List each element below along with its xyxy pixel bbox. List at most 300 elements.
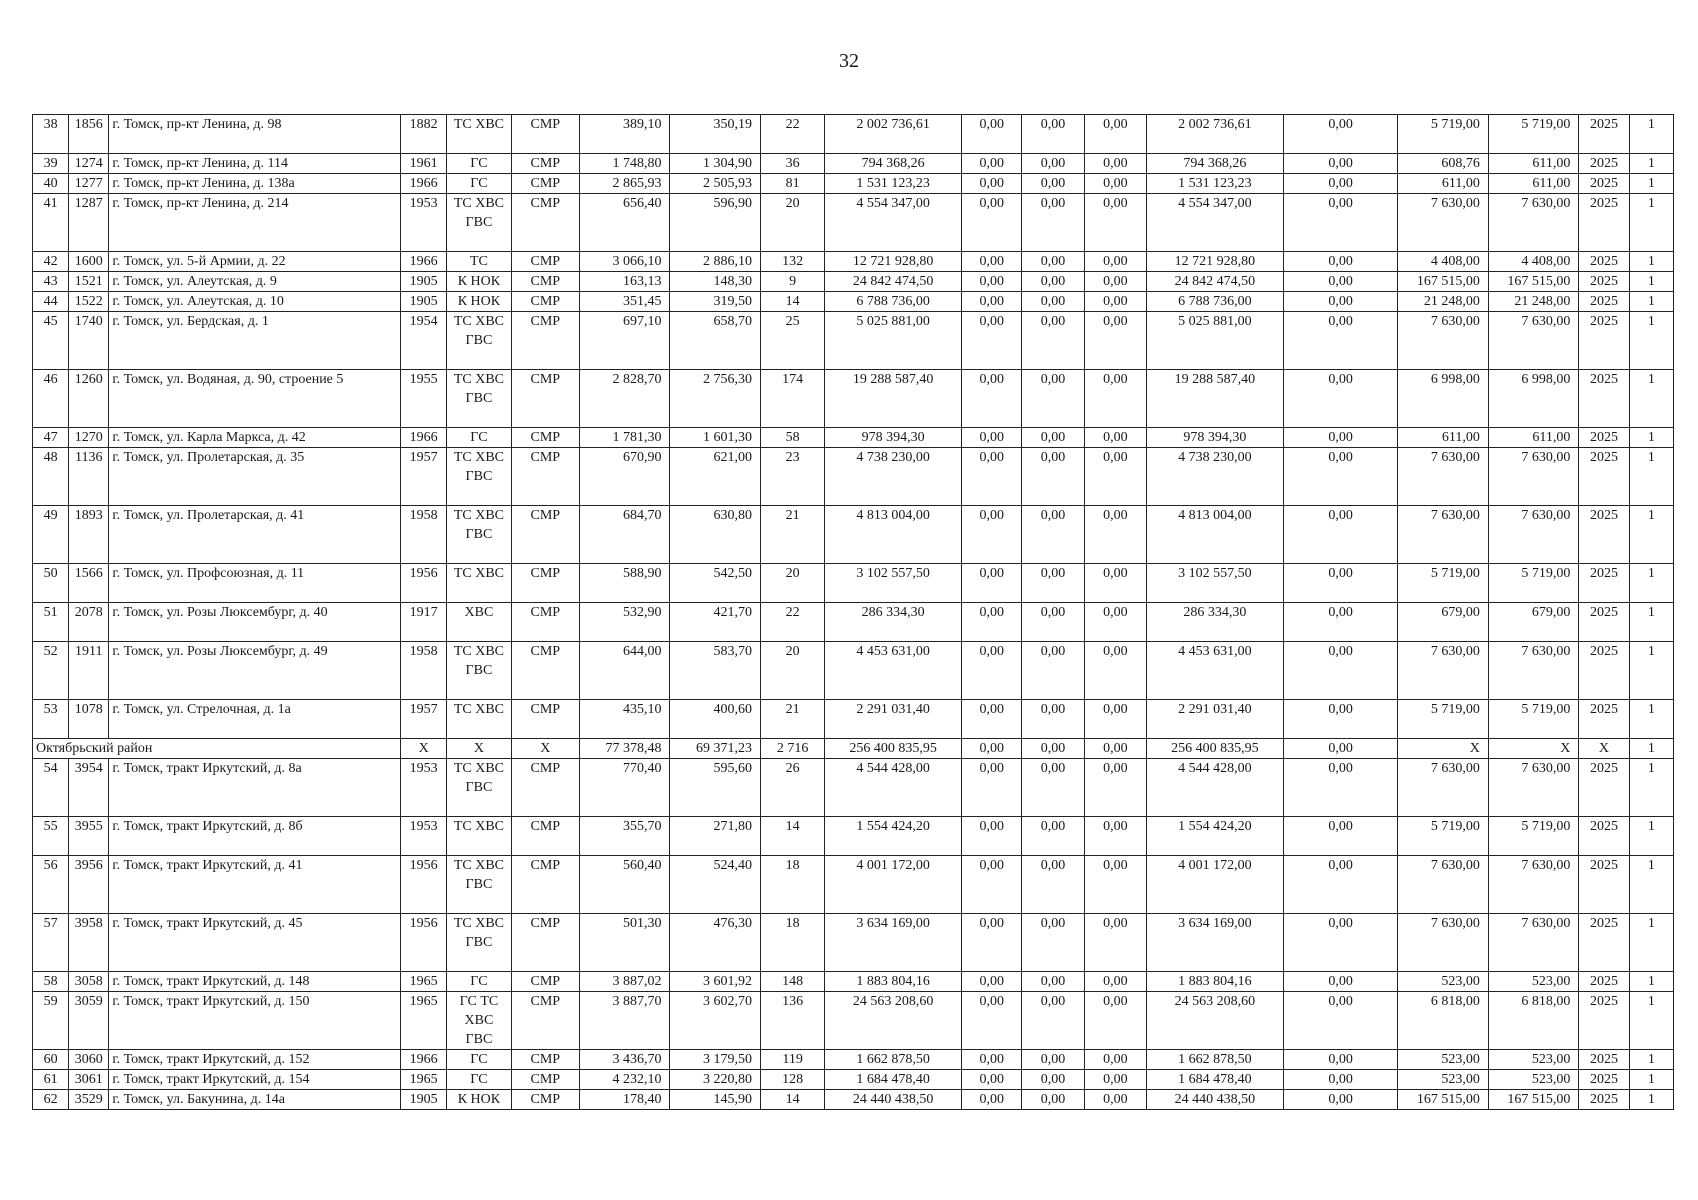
rows-after-district <box>33 759 1674 1110</box>
building-id-cell: 1600 <box>69 252 109 272</box>
max-rate-cell: 611,00 <box>1488 174 1578 194</box>
residents-cell: 21 <box>760 700 824 739</box>
systems-cell: ТС ХВС ГВС <box>447 448 511 506</box>
fund-5-cell: 0,00 <box>1283 914 1398 972</box>
fund-2-cell: 0,00 <box>1022 272 1084 292</box>
unit-rate-cell: 167 515,00 <box>1398 272 1488 292</box>
row-number-cell: 46 <box>33 370 69 428</box>
building-id-cell: 1277 <box>69 174 109 194</box>
district-residents: 2 716 <box>760 739 824 759</box>
fund-3-cell: 0,00 <box>1084 972 1146 992</box>
total-cost-cell: 286 334,30 <box>825 603 962 642</box>
fund-5-cell: 0,00 <box>1283 1090 1398 1110</box>
fund-5-cell: 0,00 <box>1283 642 1398 700</box>
fund-1-cell: 0,00 <box>962 914 1022 972</box>
fund-2-cell: 0,00 <box>1022 194 1084 252</box>
address-cell: г. Томск, ул. Розы Люксембург, д. 49 <box>109 642 401 700</box>
fund-5-cell: 0,00 <box>1283 856 1398 914</box>
fund-1-cell: 0,00 <box>962 759 1022 817</box>
living-area-cell: 350,19 <box>670 115 760 154</box>
fund-5-cell: 0,00 <box>1283 312 1398 370</box>
fund-4-cell: 1 531 123,23 <box>1147 174 1284 194</box>
residents-cell: 18 <box>760 914 824 972</box>
total-cost-cell: 1 684 478,40 <box>825 1070 962 1090</box>
fund-3-cell: 0,00 <box>1084 1090 1146 1110</box>
max-rate-cell: 7 630,00 <box>1488 914 1578 972</box>
residents-cell: 25 <box>760 312 824 370</box>
systems-cell: К НОК <box>447 1090 511 1110</box>
row-number-cell: 47 <box>33 428 69 448</box>
last-col-cell: 1 <box>1629 174 1673 194</box>
fund-3-cell: 0,00 <box>1084 428 1146 448</box>
unit-rate-cell: 7 630,00 <box>1398 642 1488 700</box>
address-cell: г. Томск, ул. Бакунина, д. 14а <box>109 1090 401 1110</box>
plan-year-cell: 2025 <box>1579 448 1629 506</box>
total-cost-cell: 4 544 428,00 <box>825 759 962 817</box>
building-id-cell: 3059 <box>69 992 109 1050</box>
max-rate-cell: 7 630,00 <box>1488 448 1578 506</box>
fund-4-cell: 2 291 031,40 <box>1147 700 1284 739</box>
build-year-cell: 1966 <box>401 252 447 272</box>
build-year-cell: 1917 <box>401 603 447 642</box>
work-type-cell: СМР <box>511 154 579 174</box>
fund-2-cell: 0,00 <box>1022 252 1084 272</box>
plan-year-cell: 2025 <box>1579 992 1629 1050</box>
systems-cell: ГС <box>447 174 511 194</box>
total-area-cell: 3 887,02 <box>579 972 669 992</box>
living-area-cell: 148,30 <box>670 272 760 292</box>
plan-year-cell: 2025 <box>1579 506 1629 564</box>
work-type-cell: СМР <box>511 972 579 992</box>
total-area-cell: 3 436,70 <box>579 1050 669 1070</box>
address-cell: г. Томск, тракт Иркутский, д. 8б <box>109 817 401 856</box>
max-rate-cell: 5 719,00 <box>1488 700 1578 739</box>
fund-1-cell: 0,00 <box>962 1070 1022 1090</box>
residents-cell: 14 <box>760 292 824 312</box>
max-rate-cell: 7 630,00 <box>1488 642 1578 700</box>
total-cost-cell: 3 102 557,50 <box>825 564 962 603</box>
last-col-cell: 1 <box>1629 194 1673 252</box>
district-name: Октябрьский район <box>33 739 401 759</box>
residents-cell: 58 <box>760 428 824 448</box>
living-area-cell: 2 886,10 <box>670 252 760 272</box>
row-number-cell: 38 <box>33 115 69 154</box>
district-fund: 0,00 <box>1084 739 1146 759</box>
living-area-cell: 3 601,92 <box>670 972 760 992</box>
table-row <box>33 115 1674 154</box>
total-area-cell: 2 828,70 <box>579 370 669 428</box>
total-area-cell: 178,40 <box>579 1090 669 1110</box>
systems-cell: ТС ХВС ГВС <box>447 642 511 700</box>
fund-2-cell: 0,00 <box>1022 154 1084 174</box>
district-col: Х <box>447 739 511 759</box>
fund-5-cell: 0,00 <box>1283 428 1398 448</box>
building-id-cell: 1566 <box>69 564 109 603</box>
fund-5-cell: 0,00 <box>1283 115 1398 154</box>
systems-cell: ГС <box>447 428 511 448</box>
total-cost-cell: 24 842 474,50 <box>825 272 962 292</box>
fund-5-cell: 0,00 <box>1283 506 1398 564</box>
fund-4-cell: 286 334,30 <box>1147 603 1284 642</box>
address-cell: г. Томск, пр-кт Ленина, д. 214 <box>109 194 401 252</box>
living-area-cell: 271,80 <box>670 817 760 856</box>
total-area-cell: 1 748,80 <box>579 154 669 174</box>
fund-1-cell: 0,00 <box>962 564 1022 603</box>
unit-rate-cell: 7 630,00 <box>1398 194 1488 252</box>
max-rate-cell: 7 630,00 <box>1488 194 1578 252</box>
fund-3-cell: 0,00 <box>1084 992 1146 1050</box>
living-area-cell: 3 602,70 <box>670 992 760 1050</box>
address-cell: г. Томск, пр-кт Ленина, д. 138а <box>109 174 401 194</box>
fund-4-cell: 4 813 004,00 <box>1147 506 1284 564</box>
last-col-cell: 1 <box>1629 1070 1673 1090</box>
total-area-cell: 656,40 <box>579 194 669 252</box>
fund-1-cell: 0,00 <box>962 642 1022 700</box>
max-rate-cell: 5 719,00 <box>1488 115 1578 154</box>
building-id-cell: 1270 <box>69 428 109 448</box>
fund-3-cell: 0,00 <box>1084 564 1146 603</box>
fund-5-cell: 0,00 <box>1283 154 1398 174</box>
build-year-cell: 1966 <box>401 174 447 194</box>
fund-2-cell: 0,00 <box>1022 370 1084 428</box>
fund-2-cell: 0,00 <box>1022 115 1084 154</box>
total-cost-cell: 24 563 208,60 <box>825 992 962 1050</box>
fund-5-cell: 0,00 <box>1283 292 1398 312</box>
district-fund: 0,00 <box>1022 739 1084 759</box>
row-number-cell: 44 <box>33 292 69 312</box>
last-col-cell: 1 <box>1629 272 1673 292</box>
fund-4-cell: 24 440 438,50 <box>1147 1090 1284 1110</box>
fund-3-cell: 0,00 <box>1084 506 1146 564</box>
total-cost-cell: 4 001 172,00 <box>825 856 962 914</box>
unit-rate-cell: 608,76 <box>1398 154 1488 174</box>
table-row <box>33 252 1674 272</box>
residents-cell: 22 <box>760 603 824 642</box>
row-number-cell: 41 <box>33 194 69 252</box>
work-type-cell: СМР <box>511 564 579 603</box>
total-area-cell: 4 232,10 <box>579 1070 669 1090</box>
living-area-cell: 596,90 <box>670 194 760 252</box>
last-col-cell: 1 <box>1629 856 1673 914</box>
district-last: 1 <box>1629 739 1673 759</box>
last-col-cell: 1 <box>1629 115 1673 154</box>
build-year-cell: 1965 <box>401 972 447 992</box>
fund-4-cell: 1 662 878,50 <box>1147 1050 1284 1070</box>
district-subtotal <box>33 739 1674 759</box>
max-rate-cell: 523,00 <box>1488 972 1578 992</box>
residents-cell: 81 <box>760 174 824 194</box>
fund-3-cell: 0,00 <box>1084 603 1146 642</box>
unit-rate-cell: 6 998,00 <box>1398 370 1488 428</box>
build-year-cell: 1954 <box>401 312 447 370</box>
building-id-cell: 1893 <box>69 506 109 564</box>
last-col-cell: 1 <box>1629 700 1673 739</box>
plan-year-cell: 2025 <box>1579 642 1629 700</box>
address-cell: г. Томск, ул. Водяная, д. 90, строение 5 <box>109 370 401 428</box>
address-cell: г. Томск, пр-кт Ленина, д. 114 <box>109 154 401 174</box>
address-cell: г. Томск, ул. Алеутская, д. 10 <box>109 292 401 312</box>
row-number-cell: 48 <box>33 448 69 506</box>
total-area-cell: 501,30 <box>579 914 669 972</box>
building-id-cell: 1856 <box>69 115 109 154</box>
page-number: 32 <box>839 50 859 72</box>
living-area-cell: 2 756,30 <box>670 370 760 428</box>
living-area-cell: 421,70 <box>670 603 760 642</box>
total-area-cell: 3 066,10 <box>579 252 669 272</box>
systems-cell: ТС ХВС ГВС <box>447 914 511 972</box>
total-area-cell: 770,40 <box>579 759 669 817</box>
living-area-cell: 3 220,80 <box>670 1070 760 1090</box>
work-type-cell: СМР <box>511 194 579 252</box>
address-cell: г. Томск, ул. Пролетарская, д. 35 <box>109 448 401 506</box>
table-row <box>33 174 1674 194</box>
max-rate-cell: 611,00 <box>1488 154 1578 174</box>
unit-rate-cell: 5 719,00 <box>1398 115 1488 154</box>
residents-cell: 9 <box>760 272 824 292</box>
fund-4-cell: 4 001 172,00 <box>1147 856 1284 914</box>
plan-year-cell: 2025 <box>1579 1070 1629 1090</box>
table-row <box>33 856 1674 914</box>
total-area-cell: 697,10 <box>579 312 669 370</box>
table-row <box>33 1050 1674 1070</box>
fund-2-cell: 0,00 <box>1022 1070 1084 1090</box>
total-area-cell: 684,70 <box>579 506 669 564</box>
table-row <box>33 700 1674 739</box>
build-year-cell: 1958 <box>401 642 447 700</box>
table-row <box>33 972 1674 992</box>
living-area-cell: 1 304,90 <box>670 154 760 174</box>
building-id-cell: 1260 <box>69 370 109 428</box>
fund-4-cell: 2 002 736,61 <box>1147 115 1284 154</box>
work-type-cell: СМР <box>511 759 579 817</box>
systems-cell: ТС ХВС ГВС <box>447 194 511 252</box>
district-fund: 0,00 <box>962 739 1022 759</box>
living-area-cell: 2 505,93 <box>670 174 760 194</box>
plan-year-cell: 2025 <box>1579 759 1629 817</box>
build-year-cell: 1957 <box>401 448 447 506</box>
unit-rate-cell: 4 408,00 <box>1398 252 1488 272</box>
work-type-cell: СМР <box>511 506 579 564</box>
plan-year-cell: 2025 <box>1579 856 1629 914</box>
plan-year-cell: 2025 <box>1579 272 1629 292</box>
systems-cell: К НОК <box>447 272 511 292</box>
living-area-cell: 319,50 <box>670 292 760 312</box>
total-cost-cell: 4 813 004,00 <box>825 506 962 564</box>
residents-cell: 23 <box>760 448 824 506</box>
address-cell: г. Томск, ул. Профсоюзная, д. 11 <box>109 564 401 603</box>
max-rate-cell: 7 630,00 <box>1488 759 1578 817</box>
build-year-cell: 1956 <box>401 856 447 914</box>
unit-rate-cell: 7 630,00 <box>1398 856 1488 914</box>
total-cost-cell: 1 531 123,23 <box>825 174 962 194</box>
total-area-cell: 3 887,70 <box>579 992 669 1050</box>
living-area-cell: 630,80 <box>670 506 760 564</box>
fund-1-cell: 0,00 <box>962 272 1022 292</box>
fund-5-cell: 0,00 <box>1283 448 1398 506</box>
building-id-cell: 1521 <box>69 272 109 292</box>
building-id-cell: 3955 <box>69 817 109 856</box>
work-type-cell: СМР <box>511 642 579 700</box>
fund-1-cell: 0,00 <box>962 972 1022 992</box>
table-row <box>33 992 1674 1050</box>
max-rate-cell: 4 408,00 <box>1488 252 1578 272</box>
row-number-cell: 49 <box>33 506 69 564</box>
systems-cell: ХВС <box>447 603 511 642</box>
fund-5-cell: 0,00 <box>1283 370 1398 428</box>
residents-cell: 20 <box>760 642 824 700</box>
fund-5-cell: 0,00 <box>1283 603 1398 642</box>
fund-4-cell: 19 288 587,40 <box>1147 370 1284 428</box>
max-rate-cell: 611,00 <box>1488 428 1578 448</box>
residents-cell: 18 <box>760 856 824 914</box>
district-year: Х <box>1579 739 1629 759</box>
row-number-cell: 53 <box>33 700 69 739</box>
last-col-cell: 1 <box>1629 992 1673 1050</box>
build-year-cell: 1953 <box>401 817 447 856</box>
last-col-cell: 1 <box>1629 972 1673 992</box>
address-cell: г. Томск, ул. Бердская, д. 1 <box>109 312 401 370</box>
max-rate-cell: 523,00 <box>1488 1070 1578 1090</box>
residents-cell: 14 <box>760 817 824 856</box>
living-area-cell: 621,00 <box>670 448 760 506</box>
residents-cell: 128 <box>760 1070 824 1090</box>
fund-2-cell: 0,00 <box>1022 448 1084 506</box>
fund-1-cell: 0,00 <box>962 312 1022 370</box>
plan-year-cell: 2025 <box>1579 564 1629 603</box>
fund-4-cell: 6 788 736,00 <box>1147 292 1284 312</box>
last-col-cell: 1 <box>1629 252 1673 272</box>
plan-year-cell: 2025 <box>1579 817 1629 856</box>
work-type-cell: СМР <box>511 817 579 856</box>
table-row <box>33 1090 1674 1110</box>
fund-3-cell: 0,00 <box>1084 370 1146 428</box>
total-area-cell: 389,10 <box>579 115 669 154</box>
unit-rate-cell: 679,00 <box>1398 603 1488 642</box>
district-rate: Х <box>1488 739 1578 759</box>
systems-cell: ТС ХВС <box>447 564 511 603</box>
max-rate-cell: 5 719,00 <box>1488 564 1578 603</box>
total-area-cell: 163,13 <box>579 272 669 292</box>
fund-1-cell: 0,00 <box>962 603 1022 642</box>
fund-2-cell: 0,00 <box>1022 603 1084 642</box>
district-area-total: 77 378,48 <box>579 739 669 759</box>
last-col-cell: 1 <box>1629 564 1673 603</box>
last-col-cell: 1 <box>1629 914 1673 972</box>
address-cell: г. Томск, ул. Розы Люксембург, д. 40 <box>109 603 401 642</box>
total-area-cell: 435,10 <box>579 700 669 739</box>
fund-4-cell: 4 554 347,00 <box>1147 194 1284 252</box>
build-year-cell: 1953 <box>401 194 447 252</box>
fund-2-cell: 0,00 <box>1022 1050 1084 1070</box>
max-rate-cell: 167 515,00 <box>1488 1090 1578 1110</box>
systems-cell: ТС ХВС <box>447 115 511 154</box>
fund-1-cell: 0,00 <box>962 992 1022 1050</box>
address-cell: г. Томск, тракт Иркутский, д. 148 <box>109 972 401 992</box>
total-cost-cell: 12 721 928,80 <box>825 252 962 272</box>
unit-rate-cell: 6 818,00 <box>1398 992 1488 1050</box>
row-number-cell: 58 <box>33 972 69 992</box>
fund-1-cell: 0,00 <box>962 428 1022 448</box>
fund-1-cell: 0,00 <box>962 115 1022 154</box>
fund-2-cell: 0,00 <box>1022 642 1084 700</box>
living-area-cell: 3 179,50 <box>670 1050 760 1070</box>
district-row <box>33 739 1674 759</box>
building-id-cell: 3060 <box>69 1050 109 1070</box>
total-area-cell: 532,90 <box>579 603 669 642</box>
fund-4-cell: 3 634 169,00 <box>1147 914 1284 972</box>
max-rate-cell: 679,00 <box>1488 603 1578 642</box>
work-type-cell: СМР <box>511 1070 579 1090</box>
systems-cell: ТС ХВС ГВС <box>447 312 511 370</box>
address-cell: г. Томск, ул. 5-й Армии, д. 22 <box>109 252 401 272</box>
systems-cell: ТС ХВС ГВС <box>447 856 511 914</box>
last-col-cell: 1 <box>1629 370 1673 428</box>
fund-1-cell: 0,00 <box>962 1090 1022 1110</box>
systems-cell: ТС ХВС ГВС <box>447 759 511 817</box>
unit-rate-cell: 7 630,00 <box>1398 506 1488 564</box>
total-cost-cell: 2 002 736,61 <box>825 115 962 154</box>
fund-5-cell: 0,00 <box>1283 1050 1398 1070</box>
last-col-cell: 1 <box>1629 603 1673 642</box>
total-cost-cell: 794 368,26 <box>825 154 962 174</box>
plan-year-cell: 2025 <box>1579 972 1629 992</box>
district-fund: 256 400 835,95 <box>1147 739 1284 759</box>
systems-cell: ГС <box>447 1050 511 1070</box>
fund-2-cell: 0,00 <box>1022 428 1084 448</box>
building-id-cell: 2078 <box>69 603 109 642</box>
total-cost-cell: 24 440 438,50 <box>825 1090 962 1110</box>
fund-3-cell: 0,00 <box>1084 115 1146 154</box>
residents-cell: 14 <box>760 1090 824 1110</box>
max-rate-cell: 167 515,00 <box>1488 272 1578 292</box>
residents-cell: 174 <box>760 370 824 428</box>
unit-rate-cell: 167 515,00 <box>1398 1090 1488 1110</box>
fund-1-cell: 0,00 <box>962 174 1022 194</box>
fund-3-cell: 0,00 <box>1084 817 1146 856</box>
last-col-cell: 1 <box>1629 312 1673 370</box>
fund-5-cell: 0,00 <box>1283 972 1398 992</box>
build-year-cell: 1882 <box>401 115 447 154</box>
table-row <box>33 914 1674 972</box>
plan-year-cell: 2025 <box>1579 603 1629 642</box>
table-row <box>33 428 1674 448</box>
max-rate-cell: 7 630,00 <box>1488 856 1578 914</box>
row-number-cell: 43 <box>33 272 69 292</box>
plan-year-cell: 2025 <box>1579 115 1629 154</box>
work-type-cell: СМР <box>511 272 579 292</box>
work-type-cell: СМР <box>511 174 579 194</box>
row-number-cell: 40 <box>33 174 69 194</box>
systems-cell: ТС <box>447 252 511 272</box>
work-type-cell: СМР <box>511 1050 579 1070</box>
residents-cell: 119 <box>760 1050 824 1070</box>
total-area-cell: 670,90 <box>579 448 669 506</box>
systems-cell: ГС <box>447 154 511 174</box>
fund-2-cell: 0,00 <box>1022 312 1084 370</box>
last-col-cell: 1 <box>1629 292 1673 312</box>
total-cost-cell: 3 634 169,00 <box>825 914 962 972</box>
work-type-cell: СМР <box>511 992 579 1050</box>
district-cost: 256 400 835,95 <box>825 739 962 759</box>
address-cell: г. Томск, ул. Стрелочная, д. 1а <box>109 700 401 739</box>
last-col-cell: 1 <box>1629 506 1673 564</box>
fund-2-cell: 0,00 <box>1022 992 1084 1050</box>
table-row <box>33 194 1674 252</box>
residents-cell: 36 <box>760 154 824 174</box>
max-rate-cell: 7 630,00 <box>1488 312 1578 370</box>
address-cell: г. Томск, пр-кт Ленина, д. 98 <box>109 115 401 154</box>
building-id-cell: 1274 <box>69 154 109 174</box>
